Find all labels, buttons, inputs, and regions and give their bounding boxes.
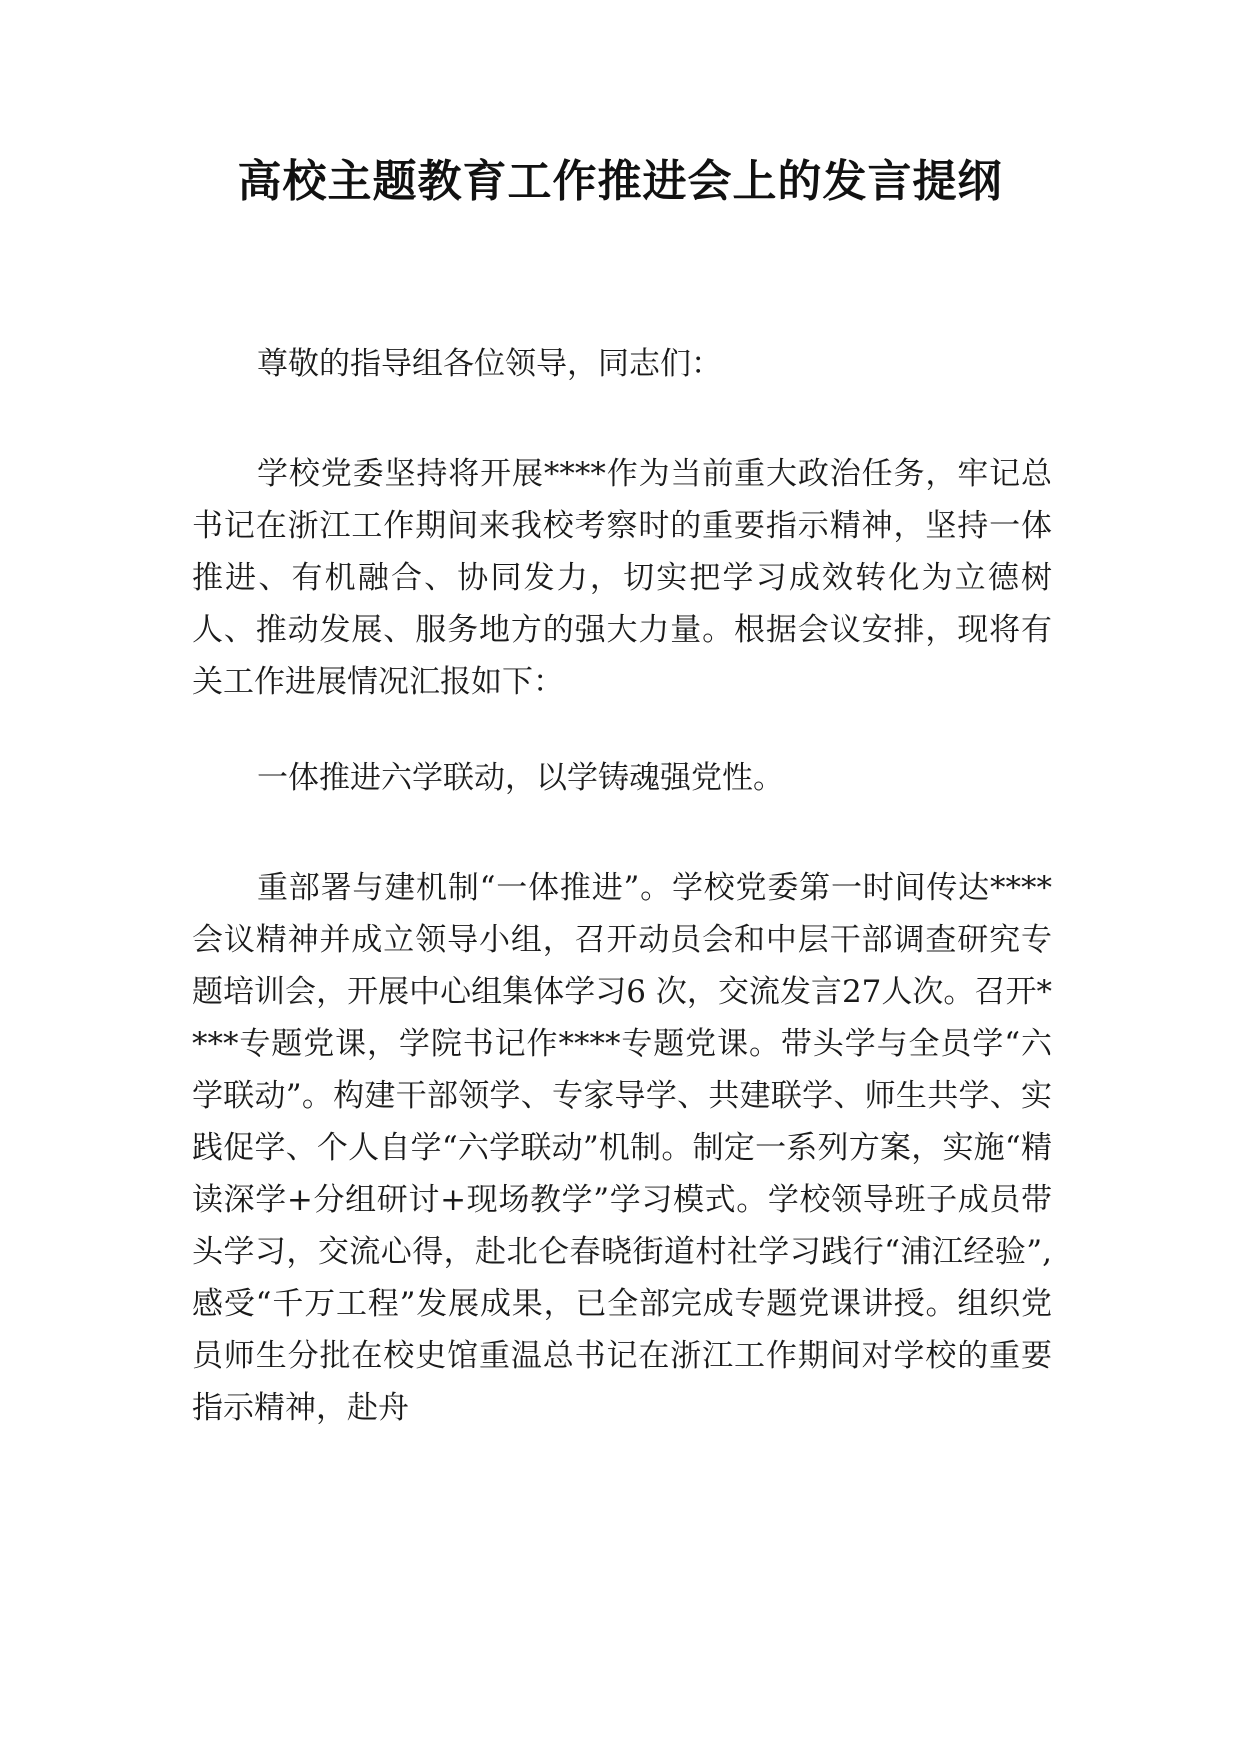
document-title: 高校主题教育工作推进会上的发言提纲 (237, 156, 1003, 207)
section-heading-paragraph: 一体推进六学联动，以学铸魂强党性。 (257, 760, 784, 796)
intro-paragraph: 学校党委坚持将开展****作为当前重大政治任务，牢记总书记在浙江工作期间来我校考察时的重要指示精神，坚持一体推进、有机融合、协同发力，切实把学习成效转化为立德树人、推动发展、服务地方的强大力量。根据会议安排，现将有关工作进展情况汇报如下： (192, 456, 1052, 700)
salutation-paragraph: 尊敬的指导组各位领导，同志们： (257, 346, 722, 382)
section-body-paragraph: 重部署与建机制“一体推进”。学校党委第一时间传达****会议精神并成立领导小组，召开动员会和中层干部调查研究专题培训会，开展中心组集体学习6 次，交流发言27人次。召开****专题党课，学院书记作****专题党课。带头学与全员学“六学联动”。构建干部领学、专家导学、共建联学、师生共学、实践促学、个人自学“六学联动”机制。制定一系列方案，实施“精读深学+分组研讨+现场教学”学习模式。学校领导班子成员带头学习，交流心得，赴北仑春晓街道村社学习践行“浦江经验”,感受“千万工程”发展成果，已全部完成专题党课讲授。组织党员师生分批在校史馆重温总书记在浙江工作期间对学校的重要指示精神，赴舟 (192, 870, 1052, 1426)
